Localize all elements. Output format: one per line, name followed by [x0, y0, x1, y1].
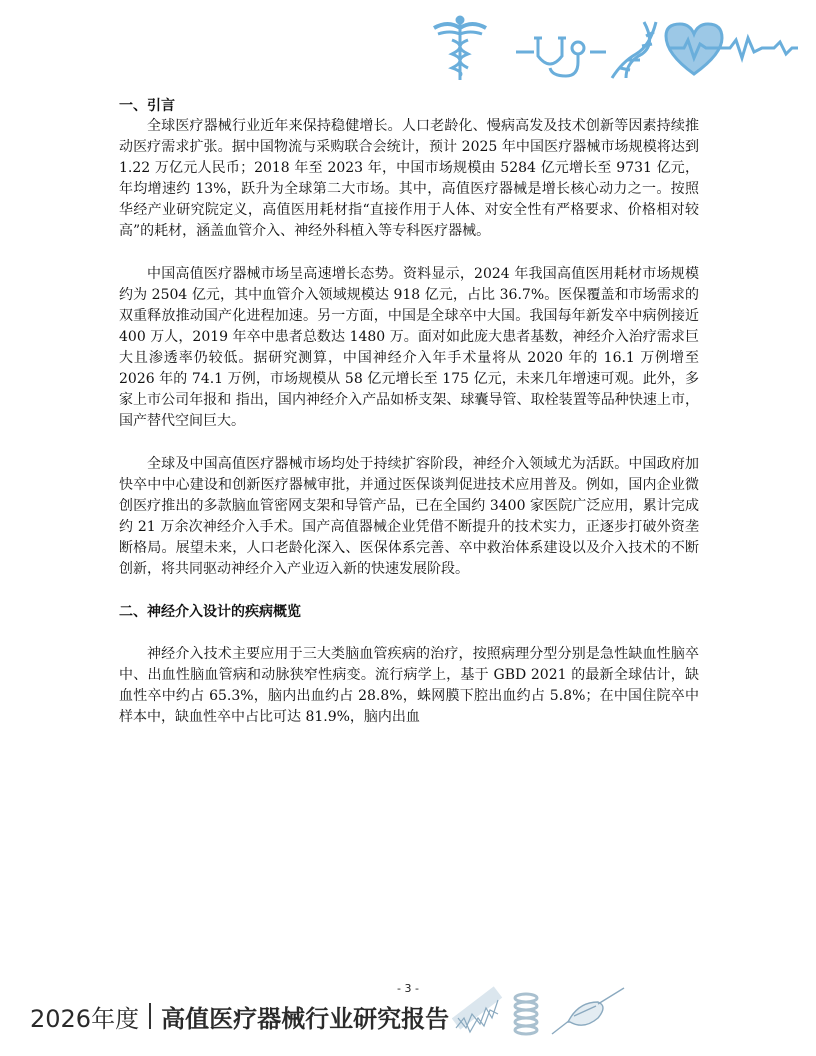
coil-icon [515, 994, 537, 1034]
intro-paragraph: 中国高值医疗器械市场呈高速增长态势。资料显示，2024 年我国高值医用耗材市场规模约为 2504 亿元，其中血管介入领域规模达 918 亿元，占比 36.7%。医保覆盖和市场需求的双重释放推动国产化进程加速。另一方面，中国是全球卒中大国。我国每年新发卒中病例接近 400 万人，2019 年卒中患者总数达 1480 万。面对如此庞大患者基数，神经介入治疗需求巨大且渗透率仍较低。据研究测算，中国神经介入年手术量将从 2020 年的 16.1 万例增至 2026 年的 74.1 万例，市场规模从 58 亿元增长至 175 亿元，未来几年增速可观。此外，多家上市公司年报和 指出，国内神经介入产品如桥支架、球囊导管、取栓装置等品种快速上市，国产替代空间巨大。 [119, 266, 699, 429]
dna-icon [590, 22, 656, 78]
caduceus-icon [434, 17, 486, 80]
intro-paragraph: 全球及中国高值医疗器械市场均处于持续扩容阶段，神经介入领域尤为活跃。中国政府加快卒中中心建设和创新医疗器械审批，并通过医保谈判促进技术应用普及。例如，国内企业微创医疗推出的多款脑血管密网支架和导管产品，已在全国约 3400 家医院广泛应用，累计完成约 21 万余次神经介入手术。国产高值器械企业凭借不断提升的技术实力，正逐步打破外资垄断格局。展望未来，人口老龄化深入、医保体系完善、卒中救治体系建设以及介入技术的不断创新，将共同驱动神经介入产业迈入新的快速发展阶段。 [119, 456, 699, 577]
footer-title-bar [30, 996, 449, 1036]
report-body [119, 96, 699, 728]
section-title-introduction: 一、引言 [119, 98, 175, 114]
section-title-disease-overview: 二、神经介入设计的疾病概览 [119, 604, 301, 620]
footer-separator [149, 1003, 151, 1029]
footer-device-decoration [452, 984, 627, 1046]
intro-paragraph: 全球医疗器械行业近年来保持稳健增长。人口老龄化、慢病高发及技术创新等因素持续推动医疗需求扩张。据中国物流与采购联合会统计，预计 2025 年中国医疗器械市场规模将达到 1.22 万亿元人民币；2018 年至 2023 年，中国市场规模由 5284 亿元增长至 9731 亿元，年均增速约 13%，跃升为全球第二大市场。其中，高值医疗器械是增长核心动力之一。按照华经产业研究院定义，高值医用耗材指“直接作用于人体、对安全性有严格要求、价格相对较高”的耗材，涵盖血管介入、神经外科植入等专科医疗器械。 [119, 118, 699, 239]
heartbeat-icon [666, 24, 798, 74]
footer-year-label: 2026年度 [30, 1004, 140, 1033]
footer-report-title: 高值医疗器械行业研究报告 [161, 1004, 450, 1033]
page-number: - 3 - [397, 982, 419, 995]
disease-overview-paragraph: 神经介入技术主要应用于三大类脑血管疾病的治疗，按照病理分型分别是急性缺血性脑卒中、出血性脑血管病和动脉狭窄性病变。流行病学上，基于 GBD 2021 的最新全球估计，缺血性卒中约占 65.3%，脑内出血约占 28.8%，蛛网膜下腔出血约占 5.8%；在中国住院卒中样本中，缺血性卒中占比可达 81.9%，脑内出血 [119, 646, 699, 725]
stent-icon [456, 992, 498, 1032]
balloon-catheter-icon [552, 988, 624, 1034]
header-medical-decoration [430, 14, 800, 84]
stethoscope-icon [516, 38, 584, 76]
